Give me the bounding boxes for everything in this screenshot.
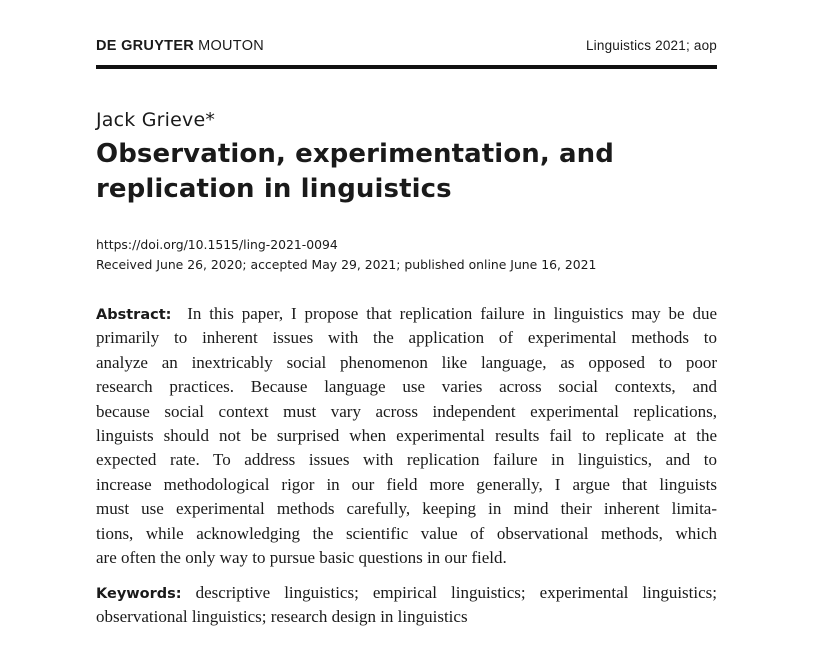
title-line: replication in linguistics bbox=[96, 174, 452, 204]
abstract-line: must use experimental methods carefully, keeping in mind their inherent limita- bbox=[96, 499, 717, 519]
article-metadata bbox=[96, 235, 596, 275]
abstract-line: Abstract: In this paper, I propose that replication failure in linguistics may be due bbox=[96, 304, 718, 323]
journal-reference: Linguistics 2021; aop bbox=[585, 38, 717, 53]
abstract-line: tions, while acknowledging the scientific value of observational methods, which bbox=[96, 523, 717, 543]
abstract bbox=[96, 302, 717, 570]
publisher-name-light: MOUTON bbox=[198, 38, 265, 54]
abstract-line: because social context must vary across independent experimental replications, bbox=[96, 401, 717, 421]
abstract-line: research practices. Because language use varies across social contexts, and bbox=[96, 377, 717, 397]
abstract-line: linguists should not be surprised when experimental results fail to replicate at the bbox=[96, 425, 717, 445]
page-header bbox=[96, 38, 717, 60]
abstract-line: primarily to inherent issues with the application of experimental methods to bbox=[96, 328, 717, 348]
title-line: Observation, experimentation, and bbox=[96, 139, 614, 169]
doi-link[interactable]: https://doi.org/10.1515/ling-2021-0094 bbox=[96, 237, 338, 252]
abstract-line: are often the only way to pursue basic questions in our field. bbox=[96, 547, 507, 567]
abstract-line: increase methodological rigor in our field more generally, I argue that linguists bbox=[96, 474, 717, 494]
article-first-page bbox=[96, 0, 717, 659]
header-rule bbox=[96, 65, 717, 69]
publisher-name-bold: DE GRUYTER bbox=[96, 38, 195, 54]
keywords bbox=[96, 581, 717, 630]
keywords-line: observational linguistics; research design in linguistics bbox=[96, 607, 468, 627]
abstract-line: expected rate. To address issues with replication failure in linguistics, and to bbox=[96, 450, 717, 470]
publication-dates: Received June 26, 2020; accepted May 29, 2021; published online June 16, 2021 bbox=[96, 257, 597, 272]
abstract-line: analyze an inextricably social phenomenon like language, as opposed to poor bbox=[96, 352, 717, 372]
abstract-label: Abstract: bbox=[96, 307, 172, 323]
article-title bbox=[96, 137, 717, 207]
keywords-line: Keywords: descriptive linguistics; empirical linguistics; experimental linguistics; bbox=[96, 583, 718, 602]
keywords-label: Keywords: bbox=[96, 586, 182, 602]
author-name: Jack Grieve* bbox=[96, 109, 216, 131]
